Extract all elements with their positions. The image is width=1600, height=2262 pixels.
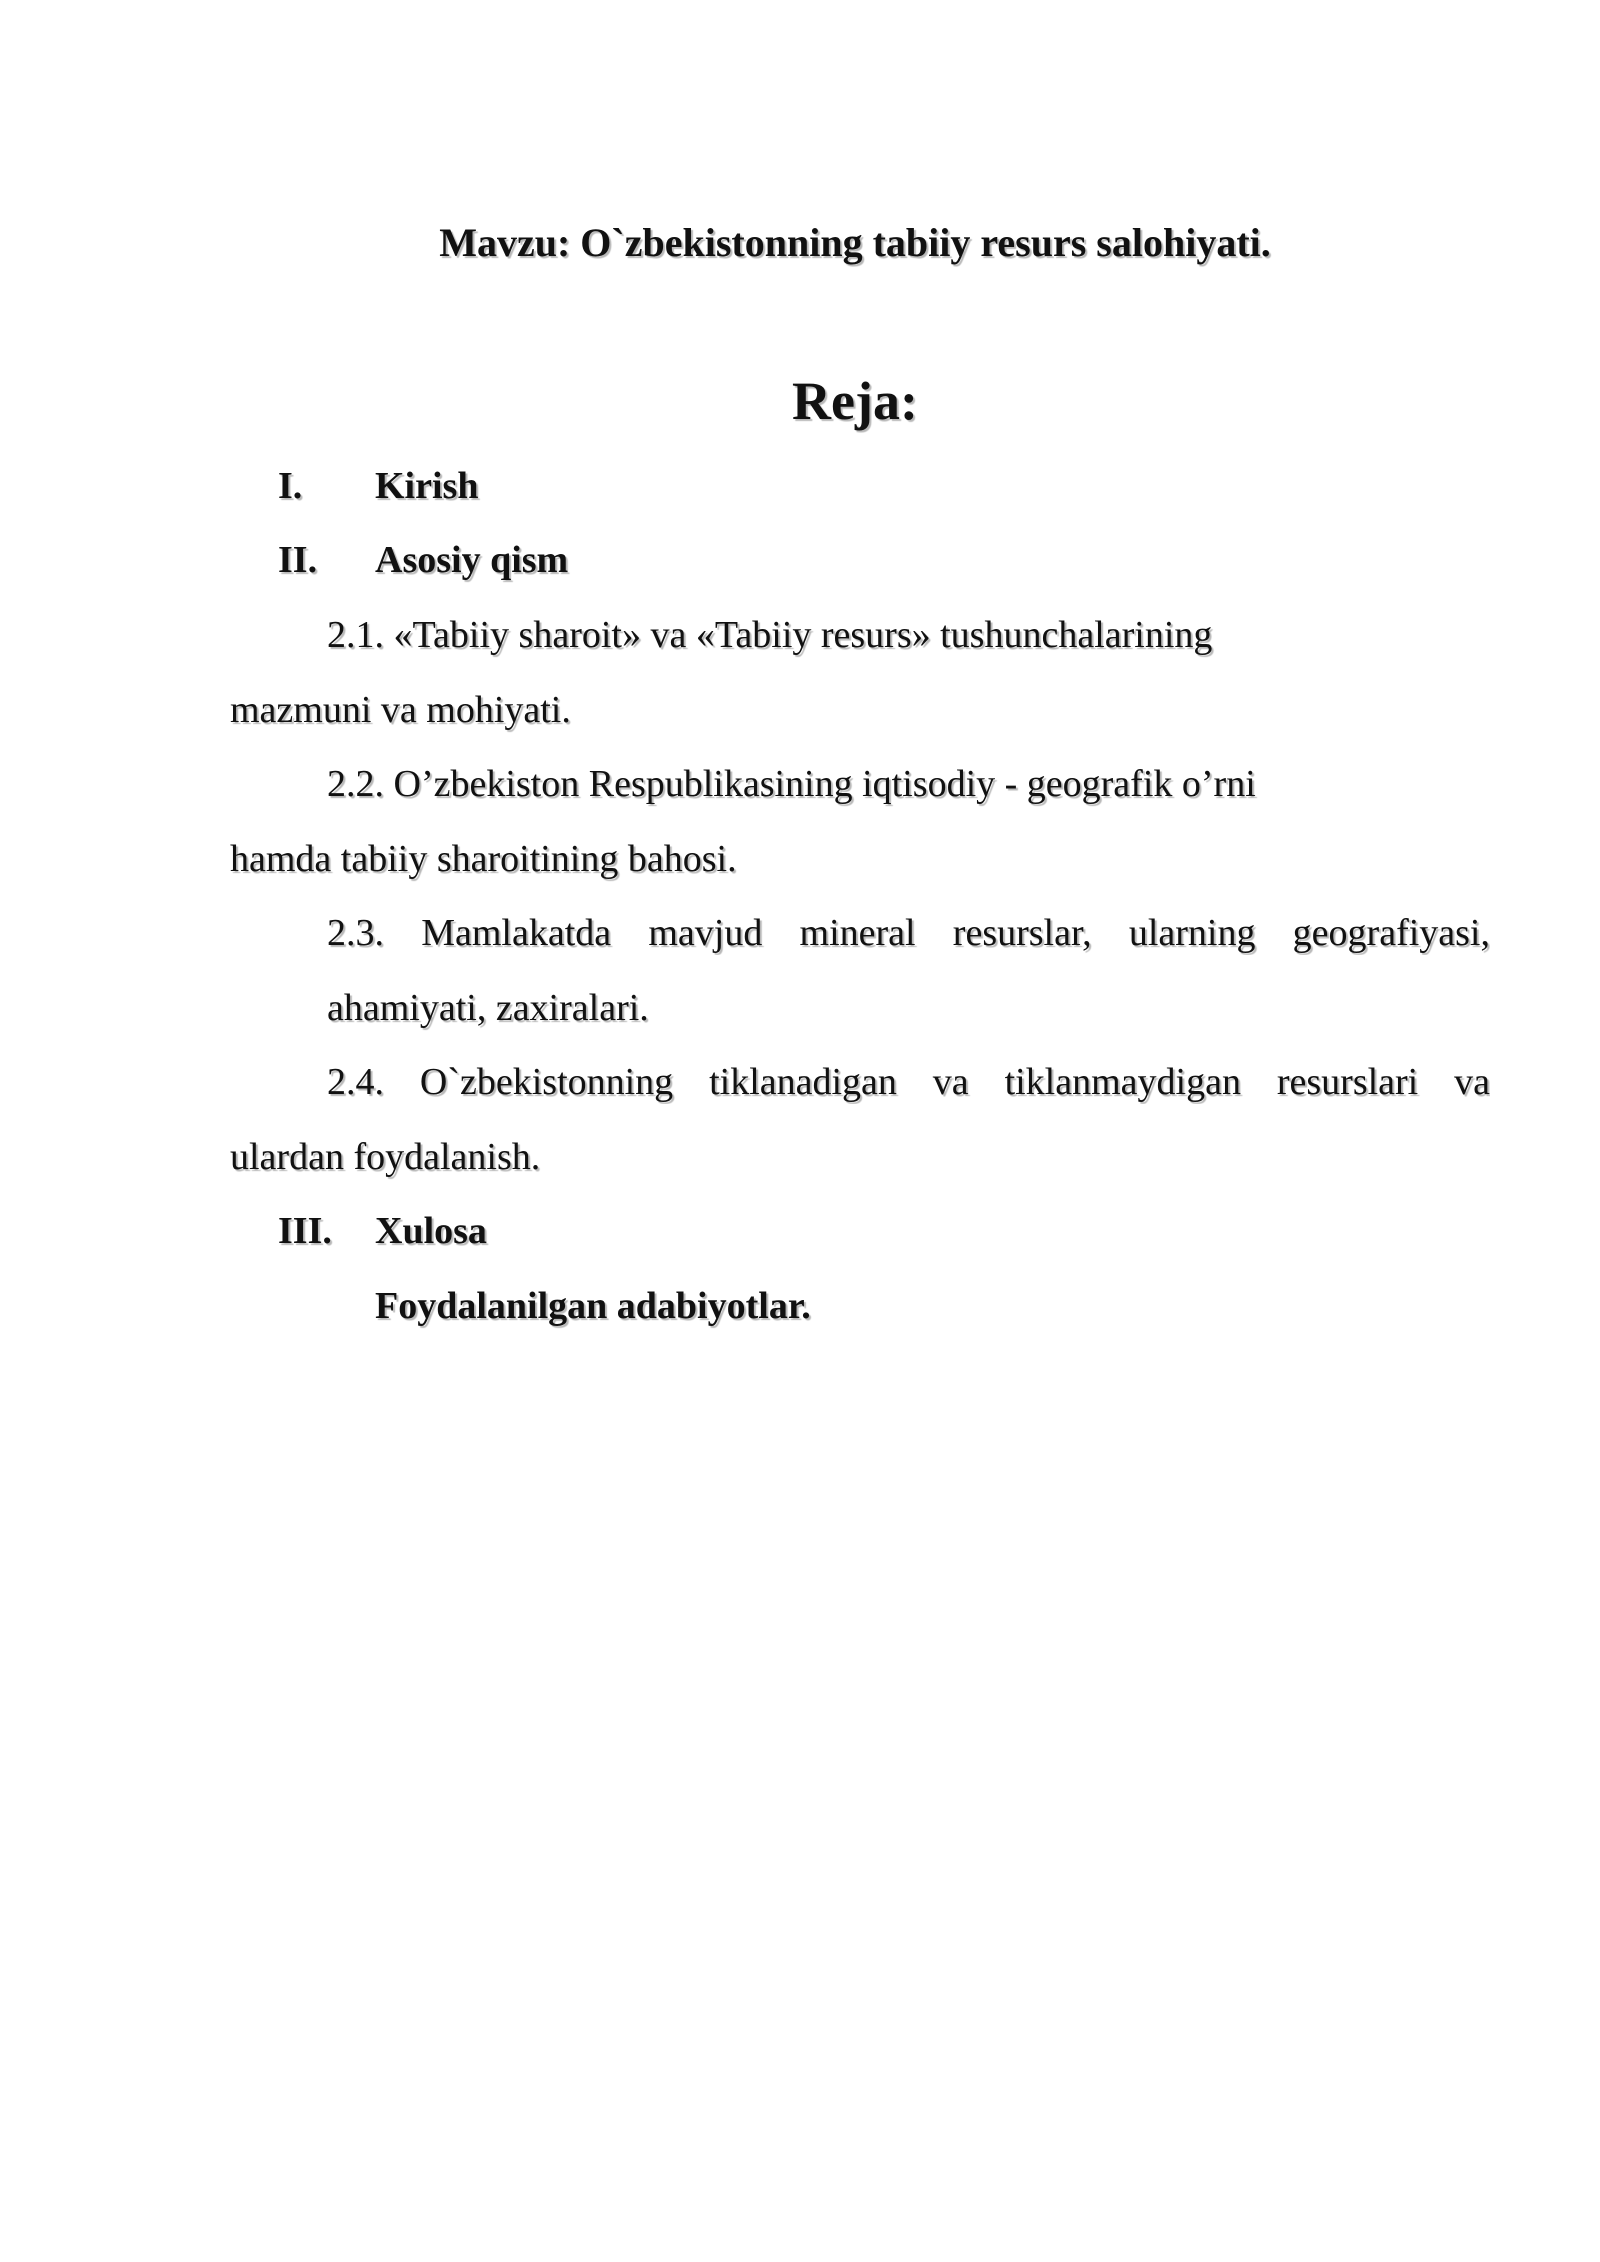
references-heading: Foydalanilgan adabiyotlar.: [375, 1285, 811, 1327]
subsection-2-4-line2: ulardan foydalanish.: [230, 1136, 541, 1178]
plan-title: Reja:: [792, 371, 918, 431]
document-topic: Mavzu: O`zbekistonning tabiiy resurs salohiyati.: [439, 220, 1271, 265]
subsection-2-3-line1: 2.3. Mamlakatda mavjud mineral resurslar, ularning geografiyasi,: [327, 912, 1490, 954]
subsection-2-4-line1: 2.4. O`zbekistonning tiklanadigan va tiklanmaydigan resurslari va: [327, 1061, 1490, 1103]
subsection-2-1-line1: 2.1. «Tabiiy sharoit» va «Tabiiy resurs» tushunchalarining: [327, 614, 1213, 656]
section-label-kirish: Kirish: [375, 465, 479, 507]
section-numeral-2: II.: [278, 539, 318, 581]
subsection-2-2-line2: hamda tabiiy sharoitining bahosi.: [230, 838, 737, 880]
section-numeral-3: III.: [278, 1210, 332, 1252]
subsection-2-3-line2: ahamiyati, zaxiralari.: [327, 987, 649, 1029]
subsection-2-2-line1: 2.2. O’zbekiston Respublikasining iqtisodiy - geografik o’rni: [327, 763, 1256, 805]
section-label-xulosa: Xulosa: [375, 1210, 487, 1252]
section-label-asosiy-qism: Asosiy qism: [375, 539, 569, 581]
subsection-2-1-line2: mazmuni va mohiyati.: [230, 689, 571, 731]
section-numeral-1: I.: [278, 465, 303, 507]
